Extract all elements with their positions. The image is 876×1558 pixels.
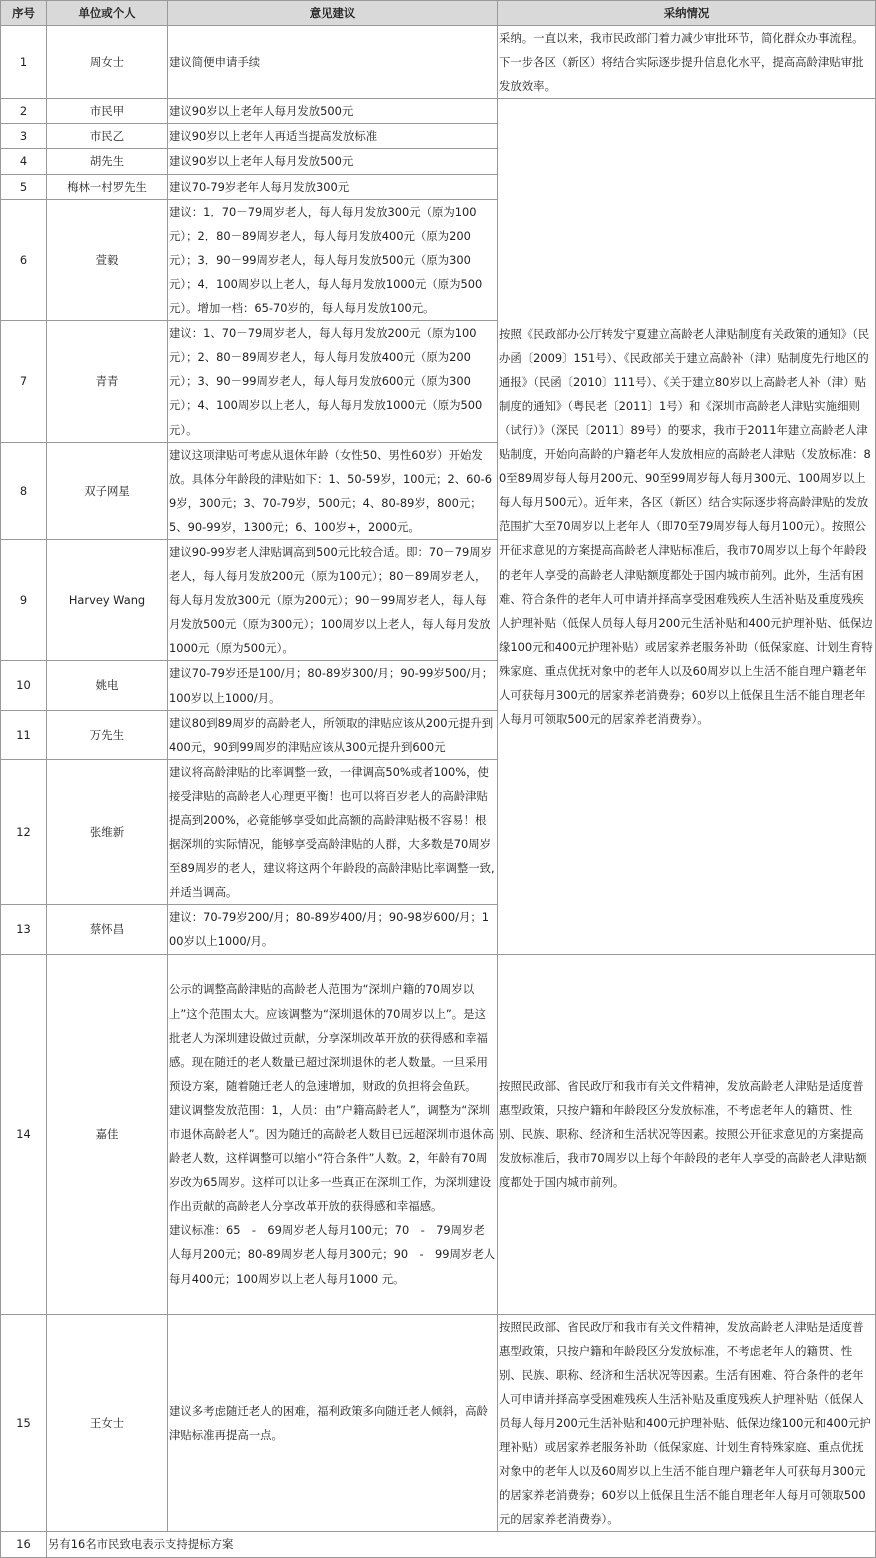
row-no: 9 bbox=[1, 539, 47, 660]
row-name: 嘉佳 bbox=[47, 954, 168, 1314]
row-no: 3 bbox=[1, 124, 47, 149]
row-no: 2 bbox=[1, 99, 47, 124]
row-suggestion: 建议简便申请手续 bbox=[168, 26, 498, 99]
row-no: 14 bbox=[1, 954, 47, 1314]
row-name: 周女士 bbox=[47, 26, 168, 99]
row-no: 4 bbox=[1, 149, 47, 174]
row-suggestion: 建议90-99岁老人津贴调高到500元比较合适。即：70－79周岁老人，每人每月发放200元（原为100元）；80－89周岁老人，每人每月发放300元（原为200元）；90－99周岁老人，每人每月发放500元（原为300元）；100周岁以上老人，每人每月发放1000元（原为500元）。 bbox=[168, 539, 498, 660]
row-no: 8 bbox=[1, 442, 47, 539]
row-suggestion: 建议90岁以上老年人每月发放500元 bbox=[168, 149, 498, 174]
table-row bbox=[1, 1532, 876, 1557]
row-suggestion: 建议这项津贴可考虑从退休年龄（女性50、男性60岁）开始发放。具体分年龄段的津贴如下：1、50-59岁，100元；2、60-69岁，300元；3、70-79岁，500元；4、80-89岁，800元；5、90-99岁，1300元；6、100岁+，2000元。 bbox=[168, 442, 498, 539]
row-name: 王女士 bbox=[47, 1314, 168, 1532]
row-no: 7 bbox=[1, 321, 47, 442]
table-row bbox=[1, 954, 876, 1314]
header-no: 序号 bbox=[1, 1, 47, 26]
row-name: 青青 bbox=[47, 321, 168, 442]
row-suggestion: 建议将高龄津贴的比率调整一致，一律调高50%或者100%，使接受津贴的高龄老人心理更平衡！也可以将百岁老人的高龄津贴提高到200%，必竟能够享受如此高额的高龄津贴极不容易！根据深圳的实际情况，能够享受高龄津贴的人群，大多数是70周岁至89周岁的老人，建议将这两个年龄段的高龄津贴比率调整一致,并适当调高。 bbox=[168, 759, 498, 905]
adoption-row15: 按照民政部、省民政厅和我市有关文件精神，发放高龄老人津贴是适度普惠型政策，只按户籍和年龄段区分发放标准，不考虑老年人的籍贯、性别、民族、职称、经济和生活状况等因素。生活有困难、符合条件的老年人可申请并择高享受困难残疾人生活补贴及重度残疾人护理补贴（低保人员每人每月200元生活补贴和400元护理补贴、低保边缘100元和400元护理补贴）或居家养老服务补助（低保家庭、计划生育特殊家庭、重点优抚对象中的老年人以及60周岁以上生活不能自理户籍老年人可获每月300元的居家养老消费券；60岁以上低保且生活不能自理老年人每月可领取500元的居家养老消费券）。 bbox=[498, 1314, 876, 1532]
row-name: 蔡怀昌 bbox=[47, 905, 168, 954]
row-name: 万先生 bbox=[47, 710, 168, 759]
row-suggestion bbox=[168, 954, 498, 1314]
row-name: 市民甲 bbox=[47, 99, 168, 124]
row-no: 15 bbox=[1, 1314, 47, 1532]
row-name: 梅林一村罗先生 bbox=[47, 174, 168, 199]
header-adoption: 采纳情况 bbox=[498, 1, 876, 26]
row-no: 16 bbox=[1, 1532, 47, 1557]
row-no: 13 bbox=[1, 905, 47, 954]
row-no: 10 bbox=[1, 661, 47, 710]
row-name: 萱毅 bbox=[47, 199, 168, 320]
row-suggestion: 建议：1．70－79周岁老人，每人每月发放300元（原为100元）；2．80－89周岁老人，每人每月发放400元（原为200元）；3．90－99周岁老人，每人每月发放500元（原为300元）；4．100周岁以上老人，每人每月发放1000元（原为500元）。增加一档：65-70岁的，每人每月发放100元。 bbox=[168, 199, 498, 320]
row-no: 12 bbox=[1, 759, 47, 905]
row-name: 姚电 bbox=[47, 661, 168, 710]
header-row bbox=[1, 1, 876, 26]
table-row bbox=[1, 26, 876, 99]
adoption-row14: 按照民政部、省民政厅和我市有关文件精神，发放高龄老人津贴是适度普惠型政策，只按户籍和年龄段区分发放标准，不考虑老年人的籍贯、性别、民族、职称、经济和生活状况等因素。按照公开征求意见的方案提高发放标准后，我市70周岁以上每个年龄段的老年人享受的高龄老人津贴额度都处于国内城市前列。 bbox=[498, 954, 876, 1314]
row-no: 11 bbox=[1, 710, 47, 759]
row-suggestion: 建议多考虑随迁老人的困难，福利政策多向随迁老人倾斜，高龄津贴标准再提高一点。 bbox=[168, 1314, 498, 1532]
row-name: 张维新 bbox=[47, 759, 168, 905]
row-suggestion: 建议：70-79岁200/月；80-89岁400/月；90-98岁600/月；100岁以上1000/月。 bbox=[168, 905, 498, 954]
table-row bbox=[1, 99, 876, 124]
row-name: Harvey Wang bbox=[47, 539, 168, 660]
row-no: 5 bbox=[1, 174, 47, 199]
row-name: 市民乙 bbox=[47, 124, 168, 149]
row-suggestion: 建议90岁以上老年人再适当提高发放标准 bbox=[168, 124, 498, 149]
header-suggestion: 意见建议 bbox=[168, 1, 498, 26]
row-no: 1 bbox=[1, 26, 47, 99]
row-no: 6 bbox=[1, 199, 47, 320]
suggestion-paragraph: 公示的调整高龄津贴的高龄老人范围为“深圳户籍的70周岁以上”这个范围太大。应该调整为“深圳退休的70周岁以上”。是这批老人为深圳建设做过贡献，分享深圳改革开放的获得感和幸福感。现在随迁的老人数量已超过深圳退休的老人数量。一旦采用预设方案，随着随迁老人的急速增加，财政的负担将会鱼跃。 bbox=[169, 982, 488, 1093]
row-suggestion: 建议80到89周岁的高龄老人，所领取的津贴应该从200元提升到400元，90到99周岁的津贴应该从300元提升到600元 bbox=[168, 710, 498, 759]
row-name: 双子网星 bbox=[47, 442, 168, 539]
suggestion-paragraph: 建议标准：65 - 69周岁老人每月100元；70 - 79周岁老人每月200元；80-89周岁老人每月300元；90 - 99周岁老人每月400元；100周岁以上老人每月1000 元。 bbox=[169, 1223, 496, 1286]
adoption-rows2to13: 按照《民政部办公厅转发宁夏建立高龄老人津贴制度有关政策的通知》（民办函〔2009〕151号）、《民政部关于建立高龄补（津）贴制度先行地区的通报》（民函〔2010〕111号）、《关于建立80岁以上高龄老人补（津）贴制度的通知》（粤民老〔2011〕1号）和《深圳市高龄老人津贴实施细则（试行）》（深民〔2011〕89号）的要求，我市于2011年建立高龄老人津贴制度，开始向高龄的户籍老年人发放相应的高龄老人津贴（发放标准：80至89周岁每人每月200元、90至99周岁每人每月300元、100周岁以上每人每月500元）。近年来，各区（新区）结合实际逐步将高龄津贴的发放范围扩大至70周岁以上老年人（即70至79周岁每人每月100元）。按照公开征求意见的方案提高高龄老人津贴标准后，我市70周岁以上每个年龄段的老年人享受的高龄老人津贴额度都处于国内城市前列。此外，生活有困难、符合条件的老年人可申请并择高享受困难残疾人生活补贴及重度残疾人护理补贴（低保人员每人每月200元生活补贴和400元护理补贴、低保边缘100元和400元护理补贴）或居家养老服务补助（低保家庭、计划生育特殊家庭、重点优抚对象中的老年人以及60周岁以上生活不能自理户籍老年人可获每月300元的居家养老消费券；60岁以上低保且生活不能自理老年人每月可领取500元的居家养老消费券）。 bbox=[498, 99, 876, 954]
row-suggestion: 建议90岁以上老年人每月发放500元 bbox=[168, 99, 498, 124]
row-suggestion: 建议70-79岁老年人每月发放300元 bbox=[168, 174, 498, 199]
table-row bbox=[1, 1314, 876, 1532]
row-suggestion: 建议70-79岁还是100/月；80-89岁300/月；90-99岁500/月；100岁以上1000/月。 bbox=[168, 661, 498, 710]
row-note: 另有16名市民致电表示支持提标方案 bbox=[47, 1532, 876, 1557]
row-name: 胡先生 bbox=[47, 149, 168, 174]
adoption-row1: 采纳。一直以来，我市民政部门着力减少审批环节，简化群众办事流程。下一步各区（新区）将结合实际逐步提升信息化水平，提高高龄津贴审批发放效率。 bbox=[498, 26, 876, 99]
row-suggestion: 建议：1、70－79周岁老人，每人每月发放200元（原为100元）；2、80－89周岁老人，每人每月发放400元（原为200元）；3、90－99周岁老人，每人每月发放600元（原为300元）；4、100周岁以上老人，每人每月发放1000元（原为500元）。 bbox=[168, 321, 498, 442]
header-name: 单位或个人 bbox=[47, 1, 168, 26]
suggestion-paragraph: 建议调整发放范围：1，人员：由”户籍高龄老人”，调整为“深圳市退休高龄老人”。因为随迁的高龄老人数目已远超深圳市退休高龄老人数，这样调整可以缩小“符合条件”人数。2，年龄有70周岁改为65周岁。这样可以让多一些真正在深圳工作，为深圳建设作出贡献的高龄老人分享改革开放的获得感和幸福感。 bbox=[169, 1102, 494, 1214]
